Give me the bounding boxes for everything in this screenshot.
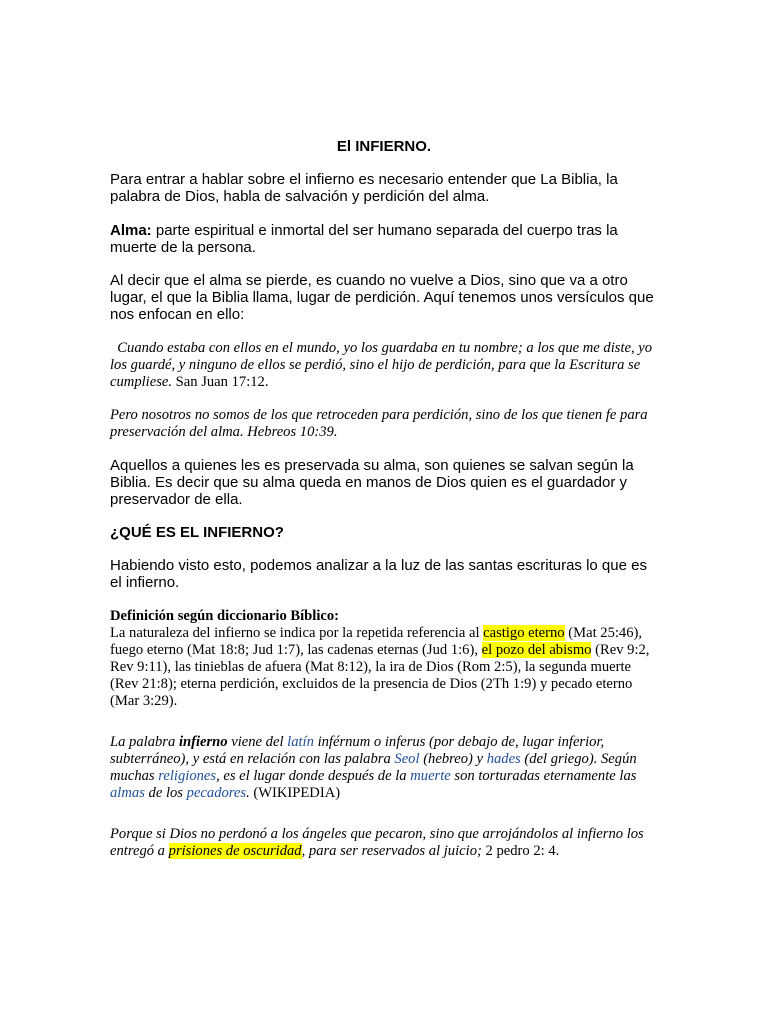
habiendo-paragraph: Habiendo visto esto, podemos analizar a la luz de las santas escrituras lo que es el infierno.	[110, 557, 647, 591]
section-heading: ¿QUÉ ES EL INFIERNO?	[110, 524, 284, 541]
verse-juan-ref: San Juan 17:12.	[172, 374, 269, 390]
verse-pedro-text: , para ser reservados al juicio;	[301, 843, 482, 859]
intro-paragraph: Para entrar a hablar sobre el infierno es necesario entender que La Biblia, la palabra de Dios, habla de salvación y perdición del alma.	[110, 171, 618, 205]
definition-heading: Definición según diccionario Bíblico:	[110, 608, 340, 624]
link-hades[interactable]: hades	[486, 751, 521, 767]
wiki-text: La palabra	[110, 734, 179, 750]
definition-block	[110, 608, 658, 710]
wiki-text: (hebreo) y	[419, 751, 487, 767]
definition-text	[110, 625, 658, 710]
highlight-prisiones-oscuridad: prisiones de oscuridad	[168, 843, 302, 859]
preservada-paragraph: Aquellos a quienes les es preservada su alma, son quienes se salvan según la Biblia. Es decir que su alma queda en manos de Dios quien es el guardador y preservador de ella.	[110, 457, 634, 508]
verse-pedro-ref: 2 pedro 2: 4.	[481, 843, 560, 859]
wiki-text: viene del	[227, 734, 288, 750]
link-seol[interactable]: Seol	[394, 751, 420, 767]
alma-term: Alma:	[110, 222, 152, 239]
definition-text-part: La naturaleza del infierno se indica por la repetida referencia al	[110, 625, 484, 641]
verse-juan	[110, 340, 658, 391]
link-pecadores[interactable]: pecadores	[186, 785, 247, 801]
wikipedia-quote	[110, 734, 658, 802]
wiki-text: (del griego). Según muchas	[110, 751, 637, 784]
link-muerte[interactable]: muerte	[410, 768, 451, 784]
alma-definition: parte espiritual e inmortal del ser humano separada del cuerpo tras la muerte de la persona.	[110, 222, 618, 256]
verse-hebreos: Pero nosotros no somos de los que retroceden para perdición, sino de los que tienen fe para preservación del alma. Hebreos 10:39.	[110, 407, 648, 440]
definition-text-part: (Rev 9:2, Rev 9:11), las tinieblas de afuera (Mat 8:12), la ira de Dios (Rom 2:5), la segunda muerte (Rev 21:8); eterna perdición, excluidos de la presencia de Dios (2Th 1:9) y pecado eterno (Mar 3:29).	[110, 642, 650, 709]
verse-juan-text: Cuando estaba con ellos en el mundo, yo los guardaba en tu nombre; a los que me diste, yo los guardé, y ninguno de ellos se perdió, sino el hijo de perdición, para que la Escritura se cumpliese.	[110, 340, 656, 390]
highlight-castigo-eterno: castigo eterno	[483, 625, 565, 641]
wiki-text: , es el lugar donde después de la	[216, 768, 411, 784]
highlight-pozo-abismo: el pozo del abismo	[481, 642, 592, 658]
link-latin[interactable]: latín	[287, 734, 314, 750]
wiki-text: de los	[144, 785, 187, 801]
alma-paragraph	[110, 222, 658, 256]
wiki-source: (WIKIPEDIA)	[249, 785, 341, 801]
verse-pedro-text: Porque si Dios no perdonó a los ángeles que pecaron, sino que arrojándolos al infierno los entregó a	[110, 826, 644, 859]
wiki-bold-infierno: infierno	[178, 734, 228, 750]
wiki-text: son torturadas eternamente las	[450, 768, 637, 784]
verse-pedro	[110, 826, 658, 860]
page-title: El INFIERNO.	[336, 138, 432, 155]
link-almas[interactable]: almas	[110, 785, 145, 801]
link-religiones[interactable]: religiones	[158, 768, 217, 784]
wiki-text: inférnum o inferus (por debajo de, lugar inferior, subterráneo), y está en relación con las palabra	[110, 734, 605, 767]
definition-text-part: (Mat 25:46), fuego eterno (Mat 18:8; Jud 1:7), las cadenas eternas (Jud 1:6),	[110, 625, 643, 658]
pierde-paragraph: Al decir que el alma se pierde, es cuando no vuelve a Dios, sino que va a otro lugar, el que la Biblia llama, lugar de perdición. Aquí tenemos unos versículos que nos enfocan en ello:	[110, 272, 654, 323]
wiki-text: .	[246, 785, 250, 801]
